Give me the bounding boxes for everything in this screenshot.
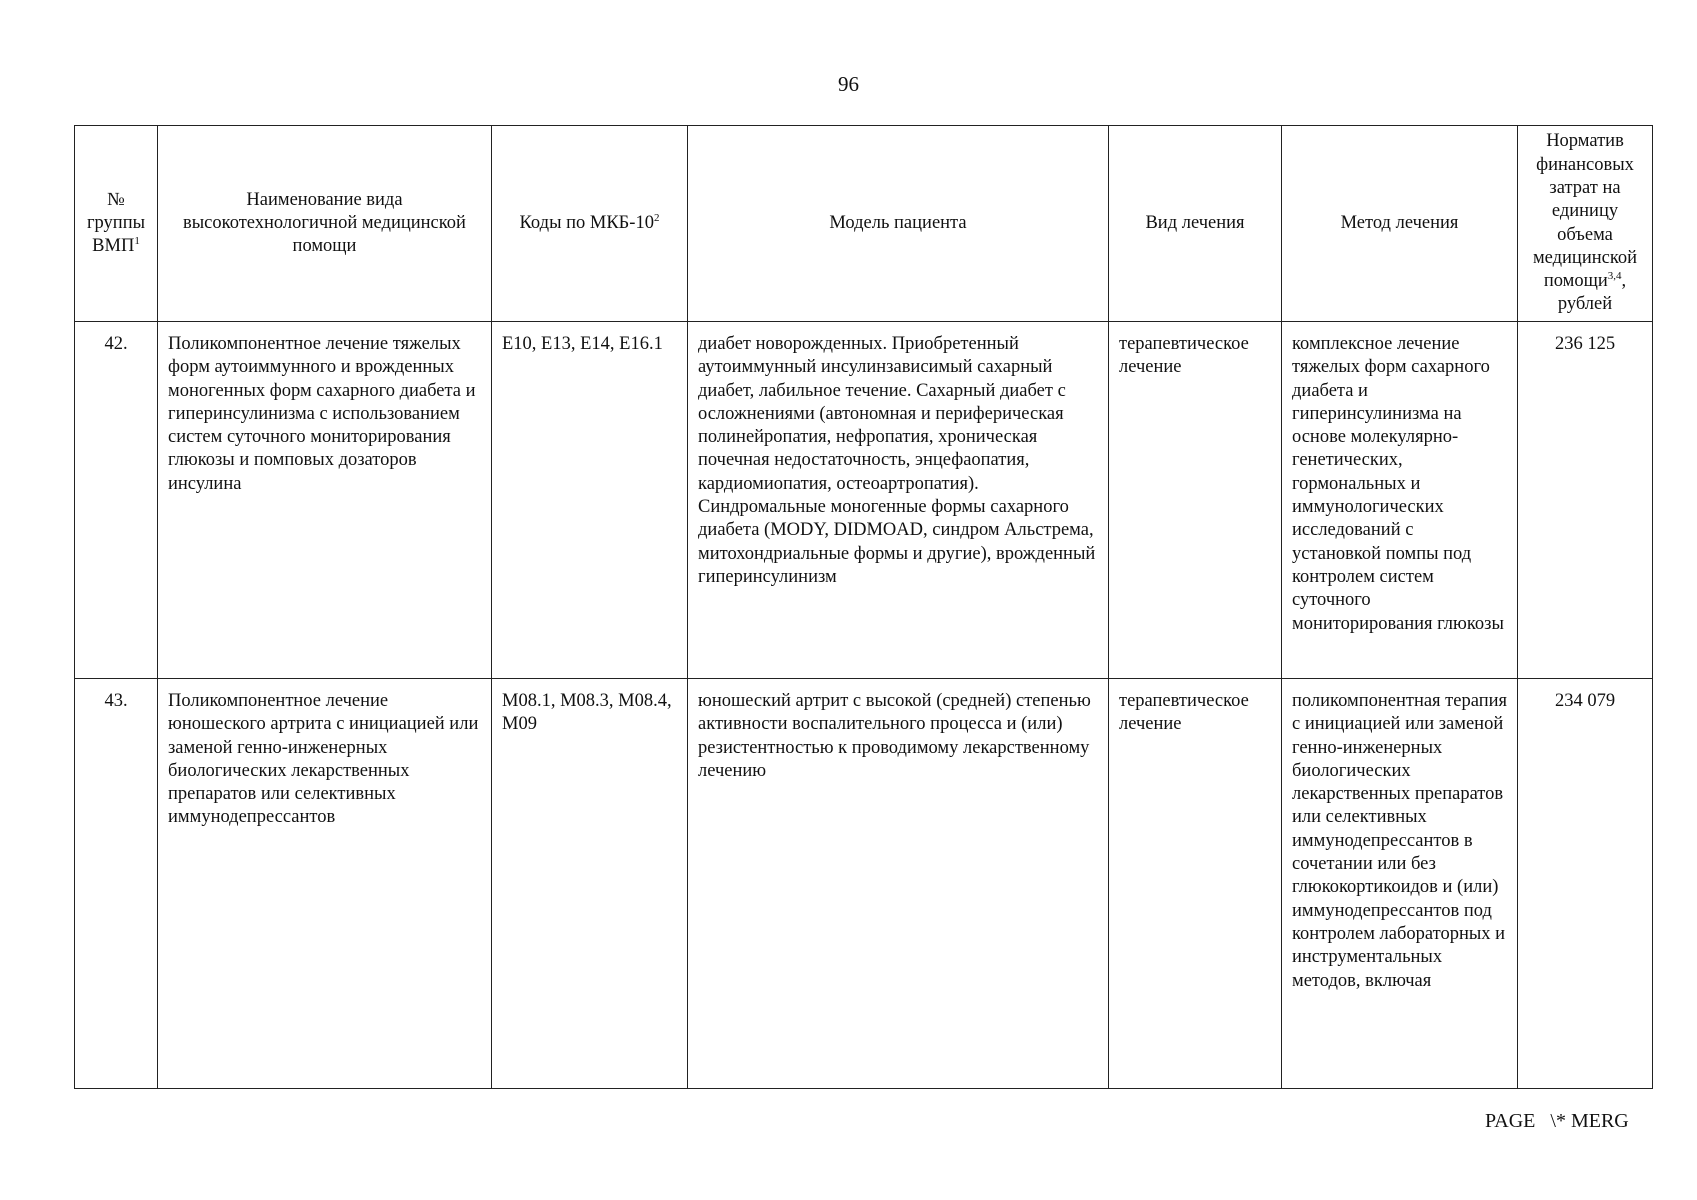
header-icd-codes: Коды по МКБ-$10^2$ (492, 126, 688, 322)
header-patient-model: Модель пациента (688, 126, 1109, 322)
cell-icd-codes: M08.1, M08.3, M08.4, M09 (492, 679, 688, 1089)
cell-group-number: 42. (75, 322, 158, 679)
header-cost-norm: Норматив финансовых затрат на единицу объема медицинской помощи$^{3,4}$, рублей (1518, 126, 1653, 322)
cell-patient-model: юношеский артрит с высокой (средней) степенью активности воспалительного процесса и (или) резистентностью к проводимому лекарственному лечению (688, 679, 1109, 1089)
page-field-code: PAGE \* MERG (1485, 1110, 1629, 1132)
header-treatment-type: Вид лечения (1109, 126, 1282, 322)
cell-cost-norm: 234 079 (1518, 679, 1653, 1089)
table-row (75, 679, 1653, 1089)
cell-cost-norm: 236 125 (1518, 322, 1653, 679)
header-care-type-name: Наименование вида высокотехнологичной медицинской помощи (158, 126, 492, 322)
cell-care-type-name: Поликомпонентное лечение тяжелых форм аутоиммунного и врожденных моногенных форм сахарного диабета и гиперинсулинизма с использованием систем суточного мониторирования глюкозы и помповых дозаторов инсулина (158, 322, 492, 679)
table-row (75, 322, 1653, 679)
header-group-number: № группы ВМП$^1$ (75, 126, 158, 322)
cell-care-type-name: Поликомпонентное лечение юношеского артрита с инициацией или заменой генно-инженерных биологических лекарственных препаратов или селективных иммунодепрессантов (158, 679, 492, 1089)
vmp-table (74, 125, 1653, 1089)
cell-icd-codes: E10, E13, E14, E16.1 (492, 322, 688, 679)
cell-group-number: 43. (75, 679, 158, 1089)
header-treatment-method: Метод лечения (1282, 126, 1518, 322)
cell-treatment-method: комплексное лечение тяжелых форм сахарного диабета и гиперинсулинизма на основе молекулярно-генетических, гормональных и иммунологических исследований с установкой помпы под контролем систем суточного мониторирования глюкозы (1282, 322, 1518, 679)
cell-treatment-type: терапевтическое лечение (1109, 679, 1282, 1089)
table-header-row (75, 126, 1653, 322)
cell-patient-model: диабет новорожденных. Приобретенный аутоиммунный инсулинзависимый сахарный диабет, лабильное течение. Сахарный диабет с осложнениями (автономная и периферическая полинейропатия, нефропатия, хроническая почечная недостаточность, энцефаопатия, кардиомиопатия, остеоартропатия). Синдромальные моногенные формы сахарного диабета (MODY, DIDMOAD, синдром Альстрема, митохондриальные формы и другие), врожденный гиперинсулинизм (688, 322, 1109, 679)
cell-treatment-type: терапевтическое лечение (1109, 322, 1282, 679)
page-number: 96 (838, 72, 859, 96)
cell-treatment-method: поликомпонентная терапия с инициацией или заменой генно-инженерных биологических лекарственных препаратов или селективных иммунодепрессантов в сочетании или без глюкокортикоидов и (или) иммунодепрессантов под контролем лабораторных и инструментальных методов, включая (1282, 679, 1518, 1089)
